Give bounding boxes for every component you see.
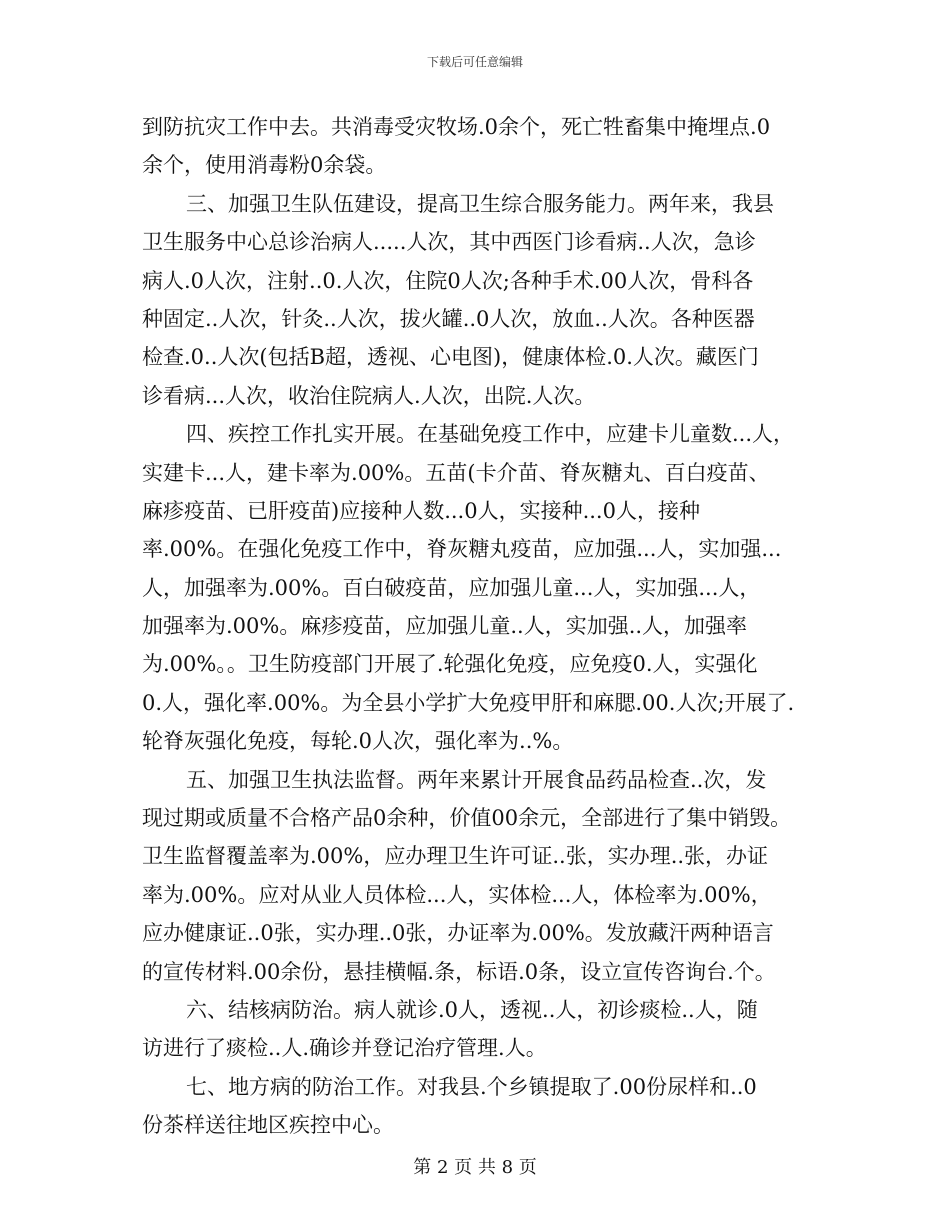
text-line: 加强率为.00%。麻疹疫苗，应加强儿童..人，实加强..人，加强率 (142, 614, 748, 639)
text-line: 卫生监督覆盖率为.00%，应办理卫生许可证..张，实办理..张，办证 (142, 844, 769, 869)
text-line: 为.00%。。卫生防疫部门开展了.轮强化免疫，应免疫0.人，实强化 (142, 652, 758, 677)
text-line: 种固定..人次，针灸..人次，拔火罐..0人次，放血..人次。各种医器 (142, 306, 755, 331)
text-line: 份茶样送往地区疾控中心。 (142, 1113, 394, 1138)
paragraph-disinfection (142, 108, 822, 185)
text-line: 余个，使用消毒粉0余袋。 (142, 153, 387, 178)
text-line: 率.00%。在强化免疫工作中，脊灰糖丸疫苗，应加强...人，实加强... (142, 537, 782, 562)
text-line: 三、加强卫生队伍建设，提高卫生综合服务能力。两年来，我县 (186, 191, 774, 216)
document-body (142, 108, 822, 1145)
text-line: 五、加强卫生执法监督。两年来累计开展食品药品检查..次，发 (186, 767, 767, 792)
text-line: 人，加强率为.00%。百白破疫苗，应加强儿童...人，实加强...人， (142, 575, 761, 600)
text-line: 的宣传材料.00余份，悬挂横幅.条，标语.0条，设立宣传咨询台.个。 (142, 959, 776, 984)
text-line: 麻疹疫苗、已肝疫苗)应接种人数...0人，实接种...0人，接种 (142, 498, 700, 523)
paragraph-section-3 (142, 185, 822, 415)
paragraph-section-6 (142, 991, 822, 1068)
text-line: 率为.00%。应对从业人员体检...人，实体检...人，体检率为.00%， (142, 882, 772, 907)
paragraph-section-4 (142, 415, 822, 761)
text-line: 应办健康证..0张，实办理..0张，办证率为.00%。发放藏汗两种语言 (142, 921, 774, 946)
paragraph-section-5 (142, 761, 822, 991)
text-line: 0.人，强化率.00%。为全县小学扩大免疫甲肝和麻腮.00.人次;开展了. (142, 690, 795, 715)
text-line: 诊看病...人次，收治住院病人.人次，出院.人次。 (142, 383, 596, 408)
text-line: 现过期或质量不合格产品0余种，价值00余元，全部进行了集中销毁。 (142, 806, 792, 831)
text-line: 轮脊灰强化免疫，每轮.0人次，强化率为..%。 (142, 729, 574, 754)
text-line: 检查.0..人次(包括B超，透视、心电图)，健康体检.0.人次。藏医门 (142, 345, 759, 370)
text-line: 实建卡...人，建卡率为.00%。五苗(卡介苗、脊灰糖丸、百白疫苗、 (142, 460, 770, 485)
text-line: 四、疾控工作扎实开展。在基础免疫工作中，应建卡儿童数...人， (186, 422, 795, 447)
text-line: 病人.0人次，注射..0.人次，住院0人次;各种手术.00人次，骨科各 (142, 268, 754, 293)
text-line: 到防抗灾工作中去。共消毒受灾牧场.0余个，死亡牲畜集中掩埋点.0 (142, 115, 771, 139)
text-line: 访进行了痰检..人.确诊并登记治疗管理.人。 (142, 1036, 547, 1061)
text-line: 七、地方病的防治工作。对我县.个乡镇提取了.00份尿样和..0 (186, 1074, 757, 1099)
text-line: 卫生服务中心总诊治病人.....人次，其中西医门诊看病..人次，急诊 (142, 230, 756, 255)
paragraph-section-7 (142, 1068, 822, 1145)
page-footer: 第 2 页 共 8 页 (413, 1157, 537, 1178)
page-header: 下载后可任意编辑 (426, 55, 523, 69)
text-line: 六、结核病防治。病人就诊.0人，透视..人，初诊痰检..人，随 (186, 997, 758, 1022)
